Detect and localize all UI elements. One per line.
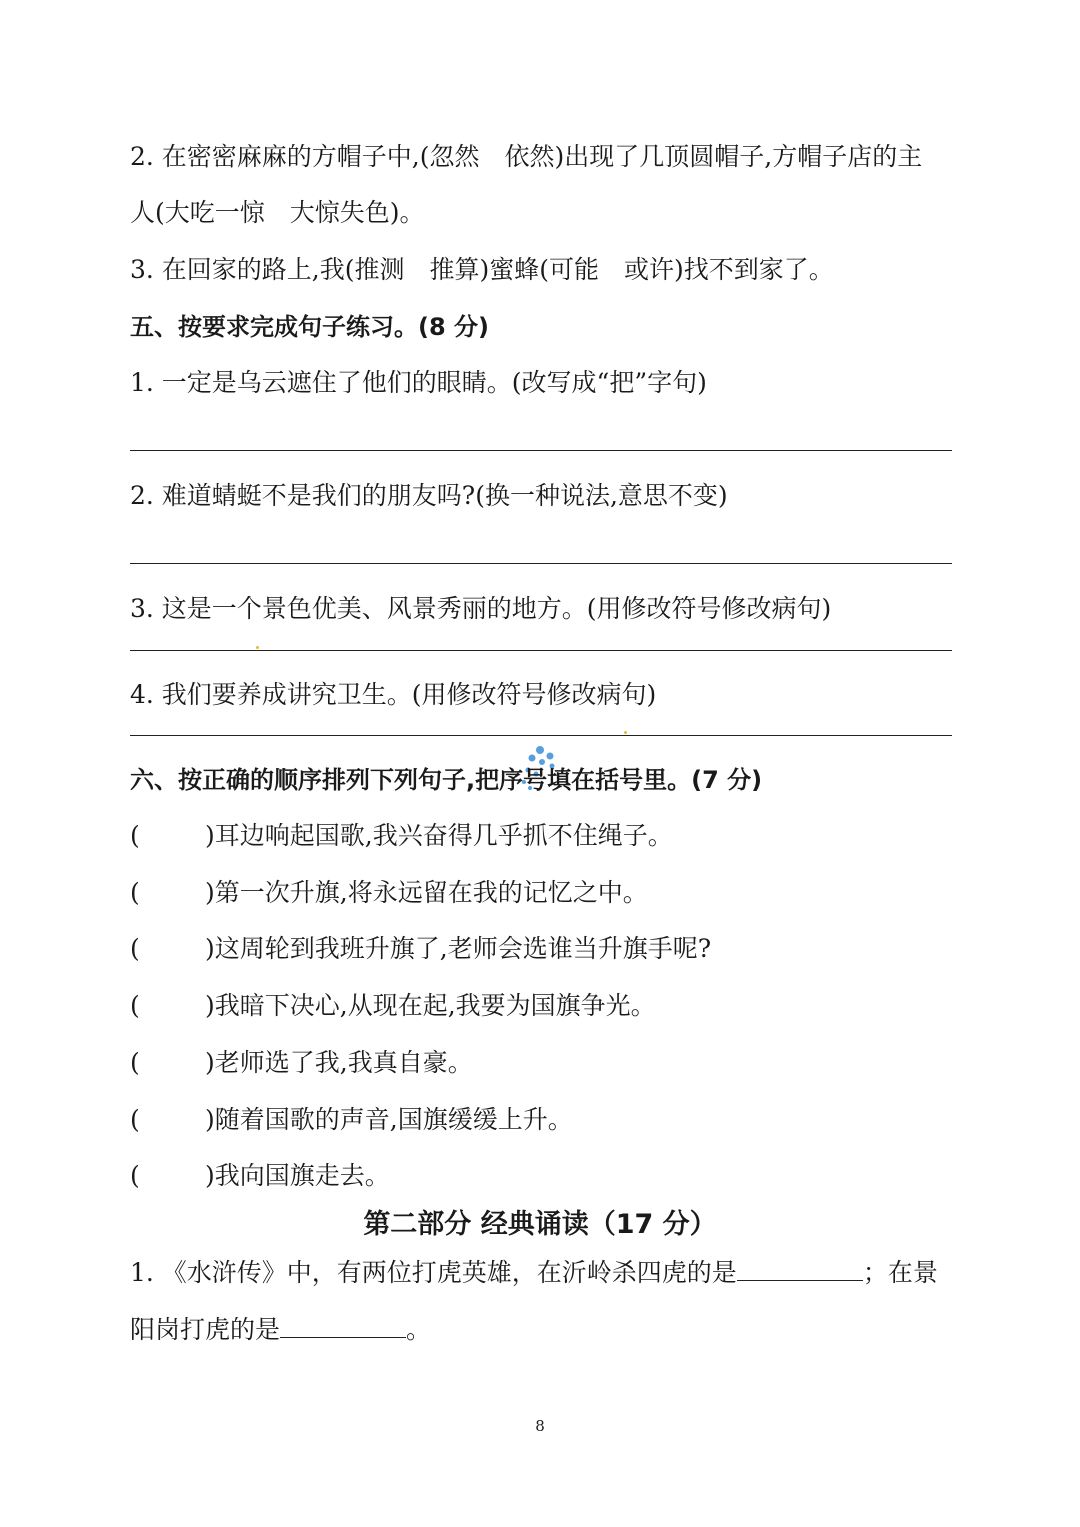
order-item: ( )我向国旗走去。 (130, 1161, 390, 1190)
q5-4: 4. 我们要养成讲究卫生。(用修改符号修改病句) (130, 680, 657, 709)
order-item: ( )老师选了我,我真自豪。 (130, 1048, 473, 1077)
answer-line-q5-2[interactable] (130, 563, 952, 564)
q5-3: 3. 这是一个景色优美、风景秀丽的地方。(用修改符号修改病句) (130, 594, 832, 623)
section-six-heading: 六、按正确的顺序排列下列句子,把序号填在括号里。(7 分) (130, 766, 763, 794)
q5-1: 1. 一定是乌云遮住了他们的眼睛。(改写成“把”字句) (130, 368, 707, 397)
speck (624, 731, 627, 734)
order-item: ( )第一次升旗,将永远留在我的记忆之中。 (130, 878, 648, 907)
speck (256, 646, 259, 649)
q4-2-line2: 人(大吃一惊 大惊失色)。 (130, 198, 425, 227)
answer-bracket[interactable]: ( (130, 934, 140, 963)
order-item: ( )耳边响起国歌,我兴奋得几乎抓不住绳子。 (130, 821, 673, 850)
order-item: ( )这周轮到我班升旗了,老师会选谁当升旗手呢? (130, 934, 712, 963)
answer-bracket[interactable]: ( (130, 821, 140, 850)
q5-2: 2. 难道蜻蜓不是我们的朋友吗?(换一种说法,意思不变) (130, 481, 728, 510)
q4-2-line1: 2. 在密密麻麻的方帽子中,(忽然 依然)出现了几顶圆帽子,方帽子店的主 (130, 142, 923, 171)
answer-blank[interactable] (280, 1315, 406, 1338)
answer-line-q5-3[interactable] (130, 650, 952, 651)
page-number: 8 (535, 1417, 545, 1435)
answer-bracket[interactable]: ( (130, 1048, 140, 1077)
classic-q1-line2: 阳岗打虎的是 。 (130, 1315, 432, 1344)
answer-line-q5-1[interactable] (130, 450, 952, 451)
answer-bracket[interactable]: ( (130, 878, 140, 907)
order-item: ( )我暗下决心,从现在起,我要为国旗争光。 (130, 991, 656, 1020)
answer-bracket[interactable]: ( (130, 991, 140, 1020)
classic-q1-line1: 1. 《水浒传》中，有两位打虎英雄，在沂岭杀四虎的是 ；在景 (130, 1258, 938, 1287)
answer-line-q5-4[interactable] (130, 735, 952, 736)
answer-bracket[interactable]: ( (130, 1161, 140, 1190)
section-five-heading: 五、按要求完成句子练习。(8 分) (130, 313, 489, 341)
part-two-title: 第二部分 经典诵读（17 分） (363, 1209, 717, 1240)
order-item: ( )随着国歌的声音,国旗缓缓上升。 (130, 1105, 573, 1134)
q4-3: 3. 在回家的路上,我(推测 推算)蜜蜂(可能 或许)找不到家了。 (130, 255, 834, 284)
answer-blank[interactable] (737, 1258, 863, 1281)
answer-bracket[interactable]: ( (130, 1105, 140, 1134)
